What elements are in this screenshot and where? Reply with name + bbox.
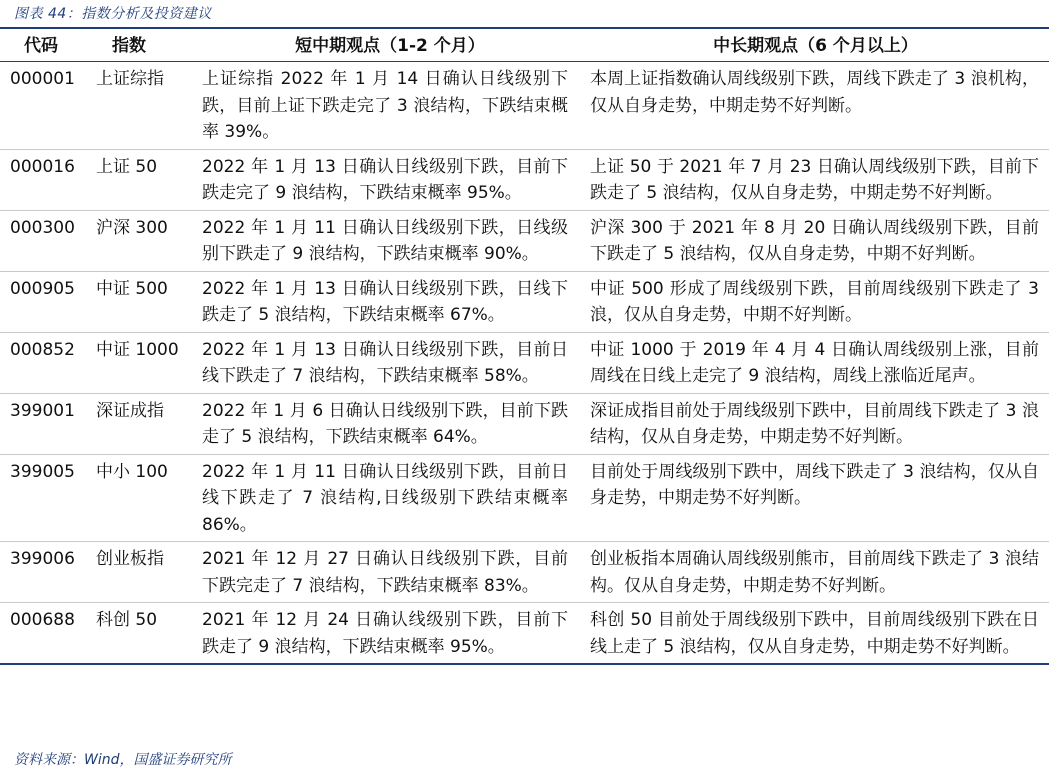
long-term-view-cell: 深证成指目前处于周线级别下跌中，目前周线下跌走了 3 浪结构，仅从自身走势，中期走势不好判断。 (582, 393, 1049, 454)
short-term-view-cell: 2022 年 1 月 6 日确认日线级别下跌，目前下跌走了 5 浪结构，下跌结束概率 64%。 (198, 393, 582, 454)
long-term-view-cell: 中证 1000 于 2019 年 4 月 4 日确认周线级别上涨，目前周线在日线上走完了 9 浪结构，周线上涨临近尾声。 (582, 332, 1049, 393)
short-term-view-cell: 上证综指 2022 年 1 月 14 日确认日线级别下跌，目前上证下跌走完了 3 浪结构，下跌结束概率 39%。 (198, 62, 582, 150)
table-row (0, 332, 1049, 393)
short-term-view-cell: 2021 年 12 月 24 日确认线级别下跌，目前下跌走了 9 浪结构，下跌结束概率 95%。 (198, 603, 582, 665)
header-code: 代码 (0, 31, 88, 62)
short-term-view-cell: 2022 年 1 月 13 日确认日线级别下跌，目前日线下跌走了 7 浪结构，下跌结束概率 58%。 (198, 332, 582, 393)
long-term-view-cell: 科创 50 目前处于周线级别下跌中，目前周线级别下跌在日线上走了 5 浪结构，仅从自身走势，中期走势不好判断。 (582, 603, 1049, 665)
index-name-cell: 中小 100 (88, 454, 198, 542)
header-long-term: 中长期观点（6 个月以上） (582, 31, 1049, 62)
table-row (0, 542, 1049, 603)
header-short-term: 短中期观点（1-2 个月） (198, 31, 582, 62)
source-note: 资料来源：Wind，国盛证券研究所 (14, 752, 232, 768)
index-name-cell: 创业板指 (88, 542, 198, 603)
long-term-view-cell: 目前处于周线级别下跌中，周线下跌走了 3 浪结构，仅从自身走势，中期走势不好判断。 (582, 454, 1049, 542)
index-code-cell: 000688 (0, 603, 88, 665)
table-row (0, 62, 1049, 150)
index-code-cell: 000852 (0, 332, 88, 393)
index-name-cell: 上证综指 (88, 62, 198, 150)
short-term-view-cell: 2022 年 1 月 13 日确认日线级别下跌，目前下跌走完了 9 浪结构，下跌结束概率 95%。 (198, 149, 582, 210)
index-name-cell: 深证成指 (88, 393, 198, 454)
index-code-cell: 000001 (0, 62, 88, 150)
index-analysis-table (0, 31, 1049, 665)
index-name-cell: 上证 50 (88, 149, 198, 210)
index-name-cell: 中证 500 (88, 271, 198, 332)
short-term-view-cell: 2022 年 1 月 11 日确认日线级别下跌，日线级别下跌走了 9 浪结构，下跌结束概率 90%。 (198, 210, 582, 271)
index-code-cell: 399006 (0, 542, 88, 603)
top-rule (0, 27, 1049, 29)
index-code-cell: 000016 (0, 149, 88, 210)
table-row (0, 149, 1049, 210)
table-row (0, 393, 1049, 454)
index-name-cell: 科创 50 (88, 603, 198, 665)
index-name-cell: 中证 1000 (88, 332, 198, 393)
short-term-view-cell: 2022 年 1 月 11 日确认日线级别下跌，目前日线下跌走了 7 浪结构,日线级别下跌结束概率 86%。 (198, 454, 582, 542)
table-header-row (0, 31, 1049, 62)
table-row (0, 210, 1049, 271)
long-term-view-cell: 本周上证指数确认周线级别下跌，周线下跌走了 3 浪机构，仅从自身走势，中期走势不好判断。 (582, 62, 1049, 150)
table-row (0, 603, 1049, 665)
figure-caption: 图表 44：指数分析及投资建议 (14, 6, 212, 22)
long-term-view-cell: 沪深 300 于 2021 年 8 月 20 日确认周线级别下跌，目前下跌走了 5 浪结构，仅从自身走势，中期不好判断。 (582, 210, 1049, 271)
short-term-view-cell: 2022 年 1 月 13 日确认日线级别下跌，日线下跌走了 5 浪结构，下跌结束概率 67%。 (198, 271, 582, 332)
long-term-view-cell: 上证 50 于 2021 年 7 月 23 日确认周线级别下跌，目前下跌走了 5 浪结构，仅从自身走势，中期走势不好判断。 (582, 149, 1049, 210)
long-term-view-cell: 中证 500 形成了周线级别下跌，目前周线级别下跌走了 3 浪，仅从自身走势，中期不好判断。 (582, 271, 1049, 332)
index-code-cell: 399005 (0, 454, 88, 542)
index-code-cell: 399001 (0, 393, 88, 454)
index-name-cell: 沪深 300 (88, 210, 198, 271)
short-term-view-cell: 2021 年 12 月 27 日确认日线级别下跌，目前下跌完走了 7 浪结构，下跌结束概率 83%。 (198, 542, 582, 603)
index-code-cell: 000300 (0, 210, 88, 271)
table-row (0, 271, 1049, 332)
header-name: 指数 (88, 31, 198, 62)
long-term-view-cell: 创业板指本周确认周线级别熊市，目前周线下跌走了 3 浪结构。仅从自身走势，中期走势不好判断。 (582, 542, 1049, 603)
table-row (0, 454, 1049, 542)
index-code-cell: 000905 (0, 271, 88, 332)
